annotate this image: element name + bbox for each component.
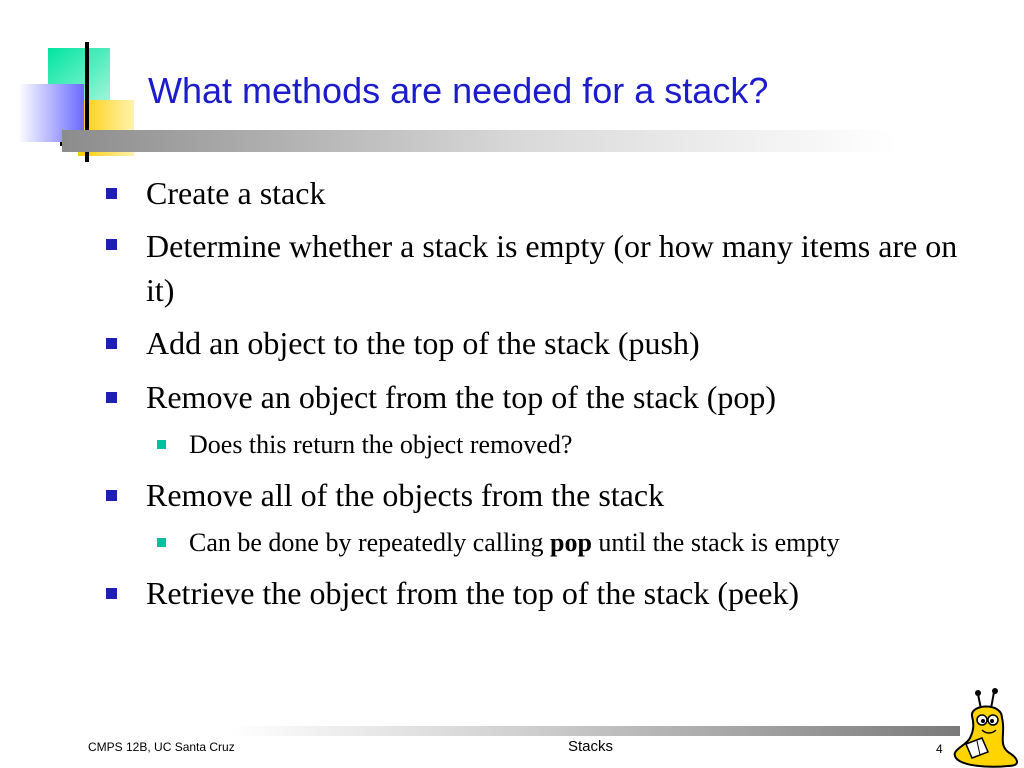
bullet-marker (106, 239, 117, 250)
pop-keyword: pop (549, 528, 592, 557)
sub-bullet-text: Does this return the object removed? (189, 430, 573, 459)
sub-bullet-text-after: until the stack is empty (591, 528, 840, 557)
bullet-marker (106, 188, 117, 199)
bullet-text: Remove all of the objects from the stack (146, 477, 665, 513)
bullet-list (0, 168, 1024, 622)
bullet-item (146, 470, 964, 524)
sub-bullet-marker (157, 538, 166, 547)
sub-bullet-text-before: Can be done by repeatedly calling (189, 528, 550, 557)
bullet-marker (106, 338, 117, 349)
bullet-item (146, 222, 964, 318)
slide-title: What methods are needed for a stack? (148, 70, 769, 111)
footer-rule (230, 726, 960, 736)
bullet-item (146, 568, 964, 622)
bullet-marker (106, 392, 117, 403)
bullet-marker (106, 588, 117, 599)
bullet-marker (106, 490, 117, 501)
title-underline (62, 130, 897, 152)
bullet-text: Determine whether a stack is empty (or how many items are on it) (146, 228, 958, 308)
bullet-text: Remove an object from the top of the stack (pop) (146, 379, 777, 415)
footer-topic: Stacks (568, 738, 614, 755)
bullet-text: Retrieve the object from the top of the stack (peek) (146, 575, 800, 611)
sub-bullet-item (189, 426, 964, 470)
bullet-item (146, 372, 964, 426)
bullet-item (146, 168, 964, 222)
sub-bullet-marker (157, 440, 166, 449)
footer-course: CMPS 12B, UC Santa Cruz (88, 740, 235, 754)
sub-bullet-item (189, 524, 964, 568)
banana-slug-mascot-icon (948, 686, 1024, 768)
bullet-text: Create a stack (146, 175, 326, 211)
bullet-item (146, 318, 964, 372)
bullet-text: Add an object to the top of the stack (push) (146, 325, 700, 361)
slide-number: 4 (936, 742, 943, 756)
